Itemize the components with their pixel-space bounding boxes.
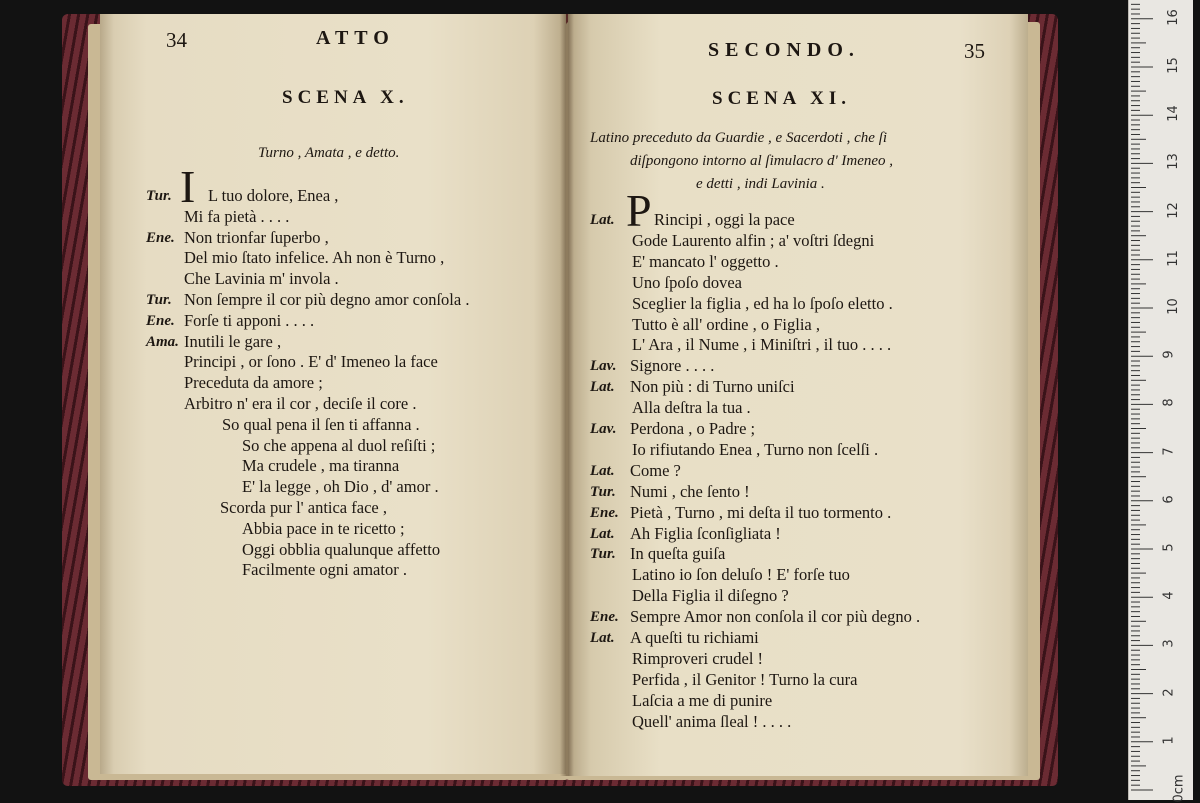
scene-title: SCENA XI. — [712, 88, 851, 109]
dialogue-line: Come ? — [630, 460, 681, 480]
dialogue-line: Perfida , il Genitor ! Turno la cura — [632, 669, 858, 689]
dialogue-line: Laſcia a me di punire — [632, 690, 773, 710]
drop-cap: P — [626, 185, 652, 236]
dialogue-line: Che Lavinia m' invola . — [184, 269, 339, 289]
ruler-label: 13 — [1165, 153, 1181, 171]
speaker-label: Lat. — [590, 630, 615, 646]
ruler-label: 4 — [1161, 591, 1177, 600]
speaker-label: Tur. — [590, 483, 616, 500]
speaker-label: Lat. — [590, 212, 615, 228]
dialogue-line: Gode Laurento alfin ; a' voſtri ſdegni — [632, 230, 875, 250]
ruler-label: 0cm — [1171, 774, 1187, 803]
ruler-label: 12 — [1165, 201, 1181, 219]
speaker-label: Ene. — [146, 312, 175, 329]
dialogue-line: E' la legge , oh Dio , d' amor . — [242, 477, 439, 497]
dialogue-line: Facilmente ogni amator . — [242, 560, 407, 580]
stage-direction-line: diſpongono intorno al ſimulacro d' Imeneo , — [630, 153, 894, 169]
dialogue-line: L' Ara , il Nume , i Miniſtri , il tuo . . . . — [632, 335, 892, 355]
speaker-label: Tur. — [146, 188, 172, 204]
speaker-label: Lav. — [590, 358, 617, 375]
ruler-label: 10 — [1165, 298, 1181, 315]
measuring-ruler — [1128, 0, 1193, 803]
stage-direction-line: Latino preceduto da Guardie , e Sacerdoti , che ſi — [590, 130, 888, 146]
dialogue-line: A queſti tu richiami — [630, 628, 759, 647]
dialogue-line: Preceduta da amore ; — [184, 373, 323, 393]
dialogue-line: Alla deſtra la tua . — [632, 398, 751, 418]
dialogue-line: So che appena al duol reſiſti ; — [242, 435, 436, 455]
dialogue-line: Signore . . . . — [630, 356, 715, 376]
dialogue-line: Rincipi , oggi la pace — [654, 210, 795, 229]
dialogue-line: L tuo dolore, Enea , — [208, 186, 339, 205]
dialogue-line: Io rifiutando Enea , Turno non ſcelſi . — [632, 439, 879, 459]
stage-direction-line: e detti , indi Lavinia . — [696, 176, 825, 192]
dialogue-line: In queſta guiſa — [630, 544, 726, 564]
dialogue-line: Della Figlia il diſegno ? — [632, 586, 789, 606]
dialogue-line: Principi , or ſono . E' d' Imeneo la face — [184, 352, 438, 372]
drop-cap: I — [180, 161, 196, 212]
ruler-label: 14 — [1165, 105, 1181, 122]
stage-direction: Turno , Amata , e detto. — [258, 145, 400, 161]
dialogue-line: Numi , che ſento ! — [630, 481, 750, 501]
speaker-label: Ene. — [590, 609, 619, 626]
dialogue-line: Scorda pur l' antica face , — [220, 498, 387, 517]
speaker-label: Ene. — [146, 229, 175, 246]
dialogue-line: Sempre Amor non conſola il cor più degno . — [630, 607, 921, 627]
dialogue-line: Inutili le gare , — [184, 331, 282, 351]
ruler-label: 9 — [1161, 350, 1177, 359]
speaker-label: Lat. — [590, 379, 615, 396]
dialogue-line: E' mancato l' oggetto . — [632, 251, 779, 271]
dialogue-line: Tutto è all' ordine , o Figlia , — [632, 314, 820, 334]
dialogue-line: Ma crudele , ma tiranna — [242, 456, 400, 476]
dialogue-line: Non più : di Turno uniſci — [630, 377, 795, 397]
dialogue-line: Ah Figlia ſconſigliata ! — [630, 523, 781, 543]
page-number: 35 — [964, 39, 985, 63]
ruler-label: 15 — [1165, 57, 1181, 74]
dialogue-line: Abbia pace in te ricetto ; — [242, 518, 405, 538]
dialogue-line: Non ſempre il cor più degno amor conſola . — [184, 290, 470, 309]
dialogue-line: So qual pena il ſen ti affanna . — [222, 414, 420, 434]
scene-title: SCENA X. — [282, 87, 409, 108]
dialogue-line: Non trionfar ſuperbo , — [184, 227, 329, 247]
dialogue-line: Rimproveri crudel ! — [632, 648, 764, 668]
right-page — [568, 14, 1028, 776]
speaker-label: Lat. — [590, 525, 615, 542]
ruler-label: 8 — [1161, 398, 1177, 408]
left-page — [100, 14, 566, 774]
dialogue-line: Latino io ſon deluſo ! E' forſe tuo — [632, 565, 850, 585]
ruler-label: 3 — [1161, 639, 1177, 649]
ruler-label: 7 — [1161, 446, 1177, 456]
dialogue-line: Quell' anima ſleal ! . . . . — [632, 711, 792, 731]
speaker-label: Ene. — [590, 504, 619, 521]
book-gutter — [560, 14, 574, 776]
ruler-label: 16 — [1165, 9, 1181, 26]
speaker-label: Lav. — [590, 421, 617, 437]
dialogue-line: Oggi obblia qualunque affetto — [242, 539, 441, 559]
speaker-label: Ama. — [146, 333, 179, 350]
dialogue-line: Arbitro n' era il cor , deciſe il core . — [184, 394, 417, 413]
speaker-label: Lat. — [590, 462, 615, 479]
dialogue-line: Uno ſpoſo dovea — [632, 272, 742, 292]
speaker-label: Tur. — [146, 292, 172, 308]
dialogue-line: Del mio ſtato infelice. Ah non è Turno , — [184, 248, 445, 268]
page-number: 34 — [166, 28, 187, 52]
dialogue-line: Sceglier la figlia , ed ha lo ſpoſo eletto . — [632, 293, 893, 313]
ruler-label: 1 — [1161, 736, 1177, 745]
ruler-label: 2 — [1161, 687, 1177, 697]
dialogue-line: Mi fa pietà . . . . — [184, 206, 290, 226]
running-head: SECONDO. — [708, 39, 860, 61]
running-head: ATTO — [316, 27, 395, 49]
ruler-label: 6 — [1161, 495, 1177, 504]
dialogue-line: Perdona , o Padre ; — [630, 419, 756, 438]
dialogue-line: Pietà , Turno , mi deſta il tuo tormento . — [630, 502, 892, 522]
speaker-label: Tur. — [590, 546, 616, 563]
ruler-label: 11 — [1165, 250, 1181, 267]
dialogue-line: Forſe ti apponi . . . . — [184, 310, 315, 330]
ruler-label: 5 — [1161, 543, 1177, 552]
